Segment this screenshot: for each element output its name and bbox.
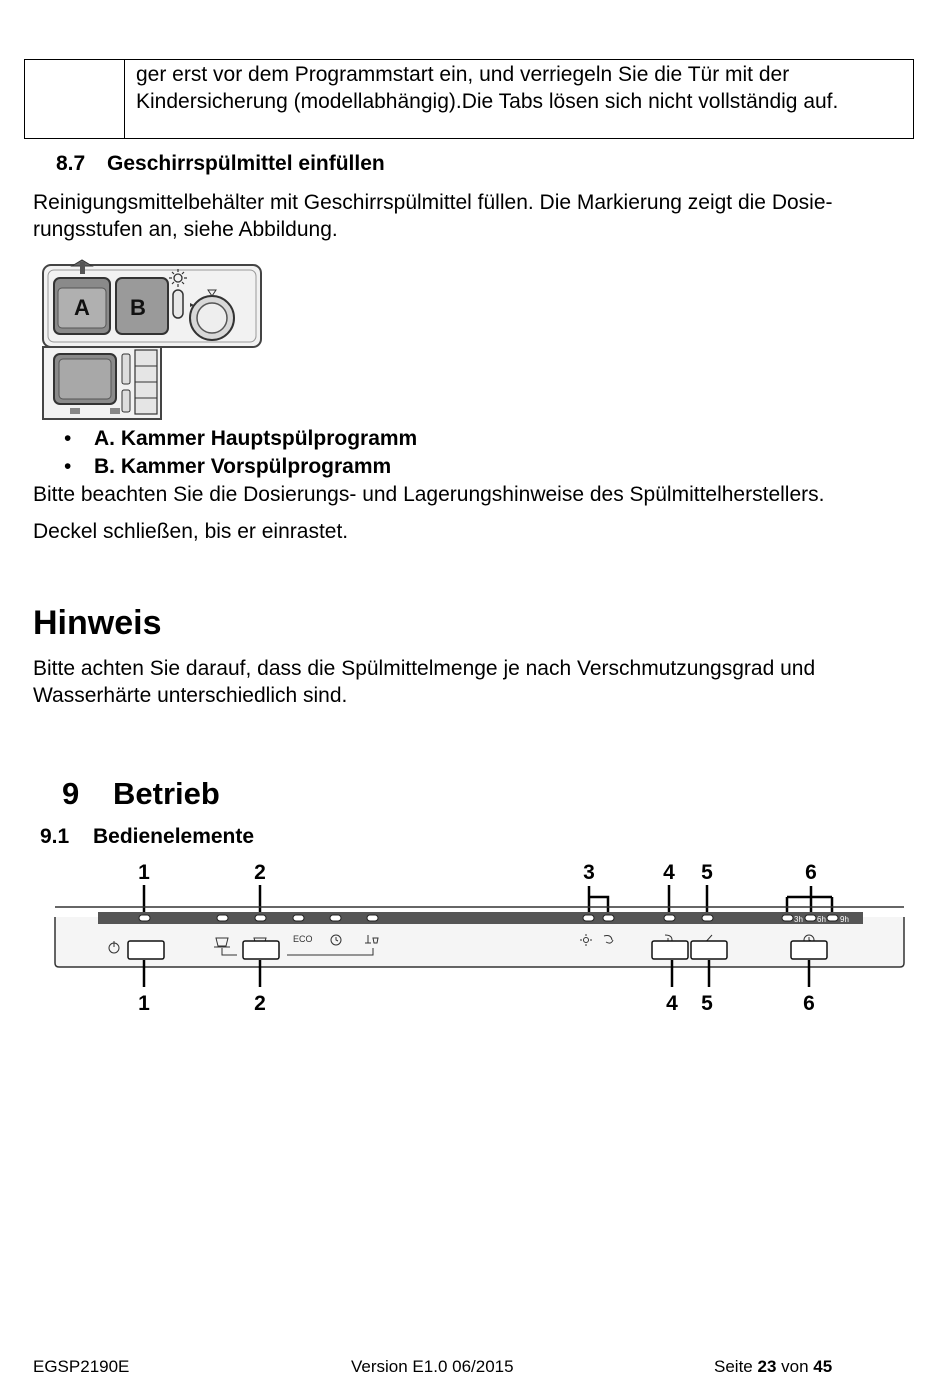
indicator-strip: [98, 912, 863, 924]
dosage-note: Bitte beachten Sie die Dosierungs- und Lagerungshinweise des Spülmittelherstellers.: [33, 483, 825, 506]
page-total: 45: [813, 1357, 833, 1376]
delay-label-9h: 9h: [840, 915, 849, 924]
lid-note: Deckel schließen, bis er einrastet.: [33, 520, 349, 543]
eco-label: ECO: [293, 934, 313, 944]
footer-version: Version E1.0 06/2015: [351, 1357, 514, 1376]
intro-line-1: Reinigungsmittelbehälter mit Geschirrspülmittel füllen. Die Markierung zeigt die Dosie-: [33, 191, 833, 214]
page-prefix: Seite: [714, 1357, 753, 1376]
bullet-text-a: A. Kammer Hauptspülprogramm: [94, 427, 418, 450]
control-panel-diagram: [0, 850, 950, 1025]
bullet-item-a: [64, 427, 417, 451]
callout-top-5: 5: [701, 861, 713, 884]
page-current: 23: [757, 1357, 777, 1376]
intro-line-2: rungsstufen an, siehe Abbildung.: [33, 218, 338, 241]
continuation-table: [24, 59, 914, 139]
delay-label-3h: 3h: [794, 915, 803, 924]
delay-button[interactable]: [791, 941, 827, 959]
program-button[interactable]: [243, 941, 279, 959]
label-b: B: [130, 295, 146, 320]
panel-body: [55, 917, 904, 967]
callout-bottom-1: 1: [138, 992, 150, 1015]
footer-model: EGSP2190E: [33, 1357, 130, 1376]
callout-top-2: 2: [254, 861, 266, 884]
callout-bottom-6: 6: [803, 992, 815, 1015]
page-of: von: [781, 1357, 809, 1376]
power-button[interactable]: [128, 941, 164, 959]
section-number-9-1: 9.1: [40, 825, 70, 848]
footer-page: [714, 1357, 832, 1377]
detergent-dispenser-figure: [40, 258, 265, 423]
callout-top-4: 4: [663, 861, 675, 884]
label-a: A: [74, 295, 90, 320]
section-title-9-1: Bedienelemente: [93, 825, 255, 848]
delay-label-6h: 6h: [817, 915, 826, 924]
callout-top-6: 6: [805, 861, 817, 884]
bullet-item-b: [64, 455, 391, 479]
hinweis-line-2: Wasserhärte unterschiedlich sind.: [33, 684, 348, 707]
bullet-text-b: B. Kammer Vorspülprogramm: [94, 455, 392, 478]
callout-top-1: 1: [138, 861, 150, 884]
chapter-number: 9: [62, 776, 80, 811]
hinweis-line-1: Bitte achten Sie darauf, dass die Spülmittelmenge je nach Verschmutzungsgrad und: [33, 657, 816, 680]
hinweis-heading: Hinweis: [33, 604, 162, 642]
table-cell-text: ger erst vor dem Programmstart ein, und verriegeln Sie die Tür mit der Kindersicherung (modellabhängig).Die Tabs lösen sich nicht vollständig auf.: [136, 63, 839, 113]
section-number-8-7: 8.7: [56, 152, 86, 175]
callout-bottom-4: 4: [666, 992, 678, 1015]
half-load-button[interactable]: [691, 941, 727, 959]
table-divider: [124, 60, 125, 138]
bullet-dot: •: [64, 427, 72, 450]
callout-bottom-5: 5: [701, 992, 713, 1015]
callout-bottom-2: 2: [254, 992, 266, 1015]
callout-top-3: 3: [583, 861, 595, 884]
section-title-8-7: Geschirrspülmittel einfüllen: [107, 152, 385, 175]
chapter-title: Betrieb: [113, 776, 220, 811]
bullet-dot: •: [64, 455, 72, 478]
extra-dry-button[interactable]: [652, 941, 688, 959]
